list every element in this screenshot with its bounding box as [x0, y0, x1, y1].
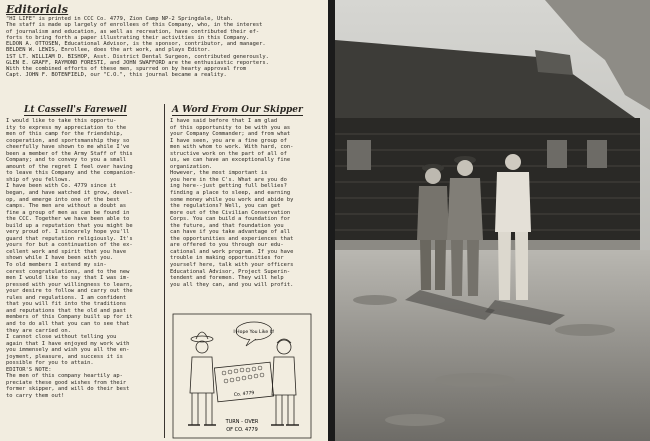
intro-paragraph: "HI LIFE" is printed in CCC Co. 4779, Zion Camp NP-2 Springdale, Utah. The staff is made up largely of enrollees of this Company, who, in the interest of journalism and education, as well as recreation, have contributed their ef- forts to bring forth a paper illustrating their activities in this Company. ELDON A. OTTOSEN, Educational Advisor, is the sponsor, contributor, and manager. BELDEN W. LEWIS, Enrollee, does the art work, and plays Editor. 1ST LT. WILLIAM D. BISHOP, Asst. District Dental Surgeon, contributed generously. GLEN E. GRAFF, RAYMOND FORESTI, and JOHN SWAFFORD are the enthusiastic reporters. With the combined efforts of these men, spurred on by hearty approval from Capt. JOHN F. BOTENFIELD, our "C.O.", this journal became a reality.: [6, 16, 269, 79]
cartoon-illustration: [172, 313, 312, 439]
masthead-title: Editorials: [6, 3, 69, 16]
cartoon-caption-line1: TURN - OVER: [225, 419, 259, 425]
column-divider: [164, 104, 165, 438]
historic-photograph: [335, 0, 650, 441]
left-column-heading: Lt Cassell's Farewell: [24, 105, 127, 115]
cartoon-speech: I Hope You Like It!: [233, 330, 275, 335]
cartoon-caption-line2: OF CO. 4779: [226, 427, 258, 433]
right-column-heading: A Word From Our Skipper: [172, 105, 303, 115]
left-column-body: I would like to take this opportu- ity to express my appreciation to the men of this camp for the friendship, cooperation, and sportsmanship they so cheerfully have shown to me while I've been a member of the Army Staff of this Company; and to convey to you a small amount of the regret I feel over having to leave this Company and the companion- ship of you fellows. I have been with Co. 4779 since it began, and have watched it grow, devel- op, and emerge into one of the best camps. The men are without a doubt as fine a group of men as can be found in the CCC. Together we have been able to build up a reputation that you might be very proud of. I sincerely hope you'll guard that reputation religiously. It's yours for but a continuation of the ex- cellent work and spirit that you have shown while I have been with you. To old members I extend my sin- cerest congratulations, and to the new men I would like to say that I was im- pressed with your willingness to learn, your desire to follow and carry out the rules and regulations. I am confident that you will fit into the traditions and reputations that the old and past members of this Company built up for it and to do all that you can to see that they are carried on. I cannot close without telling you again that I have enjoyed my work with you immensely and wish you all the en- joyment, pleasure, and success it is possible for you to attain. EDITOR'S NOTE: The men of this company heartily ap- preciate these good wishes from their former skipper, and will do their best to carry them out!: [6, 118, 136, 399]
right-column-body: I have said before that I am glad of this opportunity to be with you as your Company Commander; and from what I have seen, you are a fine group of men with whom to work. With hard, con- structive work on the part of all of us, we can have an exceptionally fine organization. However, the most important is you here in the C's. What are you do ing here--just getting full bellies? finding a place to sleep, and earning some money while you work and abide by the regulations? Well, you can get more out of the Civilian Conservation Corps. You can build a foundation for the future, and that foundation you can have if you take advantage of all the opportunities and experiences that are offered to you through our edu- cational and work program. If you have trouble in making opportunities for yourself here, talk with your officers Educational Advisor, Project Superin- tendent and foremen. They will help you all they can, and you will profit.: [170, 118, 294, 288]
cartoon-sign: Co. 4779: [233, 390, 255, 399]
